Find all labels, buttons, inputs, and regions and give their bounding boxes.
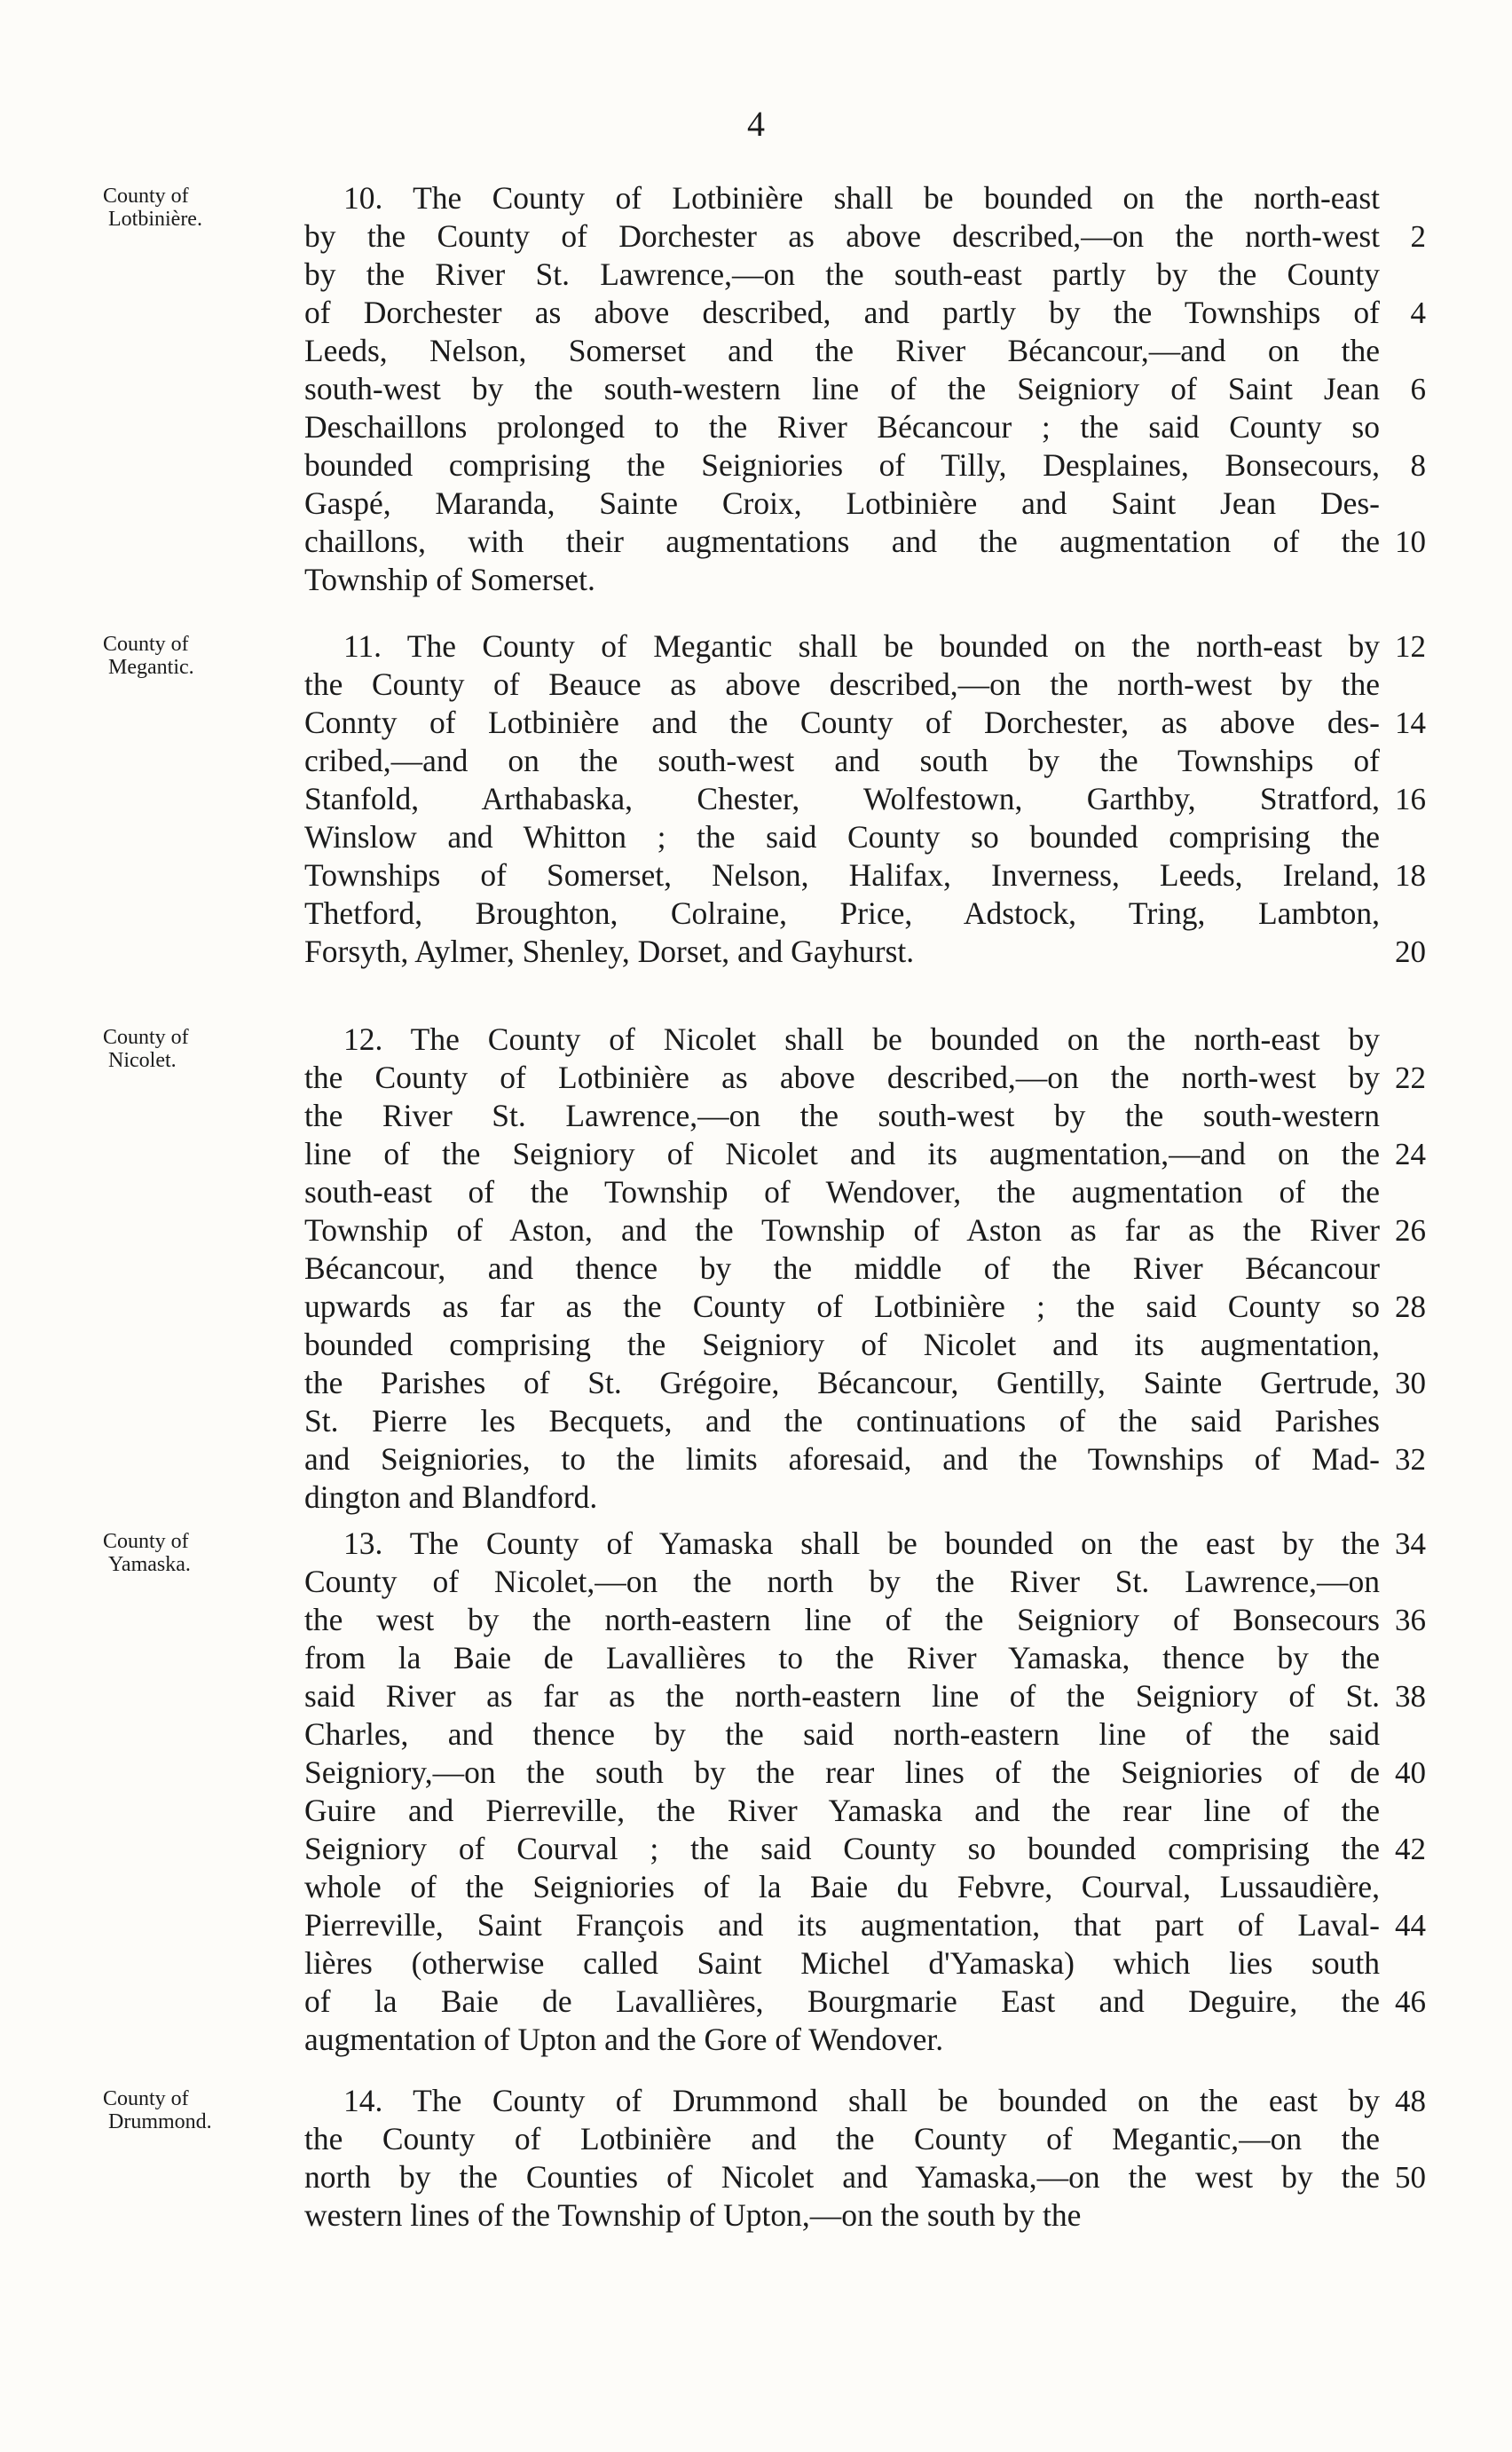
text-line: the County of Beauce as above described,—on the north-west by the <box>304 666 1380 702</box>
line-number: 40 <box>1395 1755 1426 1790</box>
text-line: Thetford, Broughton, Colraine, Price, Adstock, Tring, Lambton, <box>304 895 1380 931</box>
text-line: 13. The County of Yamaska shall be bounded on the east by the <box>343 1526 1380 1561</box>
line-number: 48 <box>1395 2084 1426 2118</box>
line-number: 2 <box>1410 219 1426 254</box>
text-line: upwards as far as the County of Lotbinière ; the said County so <box>304 1289 1380 1324</box>
line-number: 28 <box>1395 1289 1426 1324</box>
section-body <box>304 1021 1380 1517</box>
text-line: Townships of Somerset, Nelson, Halifax, Inverness, Leeds, Ireland, <box>304 857 1380 893</box>
text-line: said River as far as the north-eastern line of the Seigniory of St. <box>304 1678 1380 1714</box>
text-line: bounded comprising the Seigniory of Nicolet and its augmentation, <box>304 1327 1380 1362</box>
section-body <box>304 1525 1380 2059</box>
text-line: dington and Blandford. <box>304 1479 598 1515</box>
text-line: cribed,—and on the south-west and south by the Townships of <box>304 743 1380 778</box>
text-line: Guire and Pierreville, the River Yamaska and the rear line of the <box>304 1793 1380 1828</box>
margin-note-line: County of <box>103 633 189 656</box>
line-number: 36 <box>1395 1603 1426 1637</box>
margin-note-line: Yamaska. <box>108 1553 191 1576</box>
section <box>0 1021 1512 1517</box>
text-line: Forsyth, Aylmer, Shenley, Dorset, and Gayhurst. <box>304 934 915 969</box>
margin-note-line: Drummond. <box>108 2110 212 2133</box>
line-number: 32 <box>1395 1442 1426 1477</box>
text-line: western lines of the Township of Upton,—on the south by the <box>304 2197 1082 2233</box>
line-number: 50 <box>1395 2160 1426 2195</box>
text-line: Gaspé, Maranda, Sainte Croix, Lotbinière and Saint Jean Des- <box>304 485 1380 521</box>
text-line: and Seigniories, to the limits aforesaid, and the Townships of Mad- <box>304 1441 1380 1477</box>
text-line: 12. The County of Nicolet shall be bounded on the north-east by <box>343 1021 1380 1057</box>
text-line: Township of Somerset. <box>304 562 595 597</box>
margin-note <box>103 2087 289 2133</box>
margin-note-line: County of <box>103 2087 189 2110</box>
line-number: 10 <box>1395 524 1426 559</box>
line-number: 38 <box>1395 1679 1426 1714</box>
line-number: 34 <box>1395 1526 1426 1561</box>
line-number: 8 <box>1410 448 1426 483</box>
section <box>0 2082 1512 2235</box>
margin-note-line: Nicolet. <box>108 1049 177 1072</box>
text-line: St. Pierre les Becquets, and the continuations of the said Parishes <box>304 1403 1380 1439</box>
line-number: 26 <box>1395 1213 1426 1248</box>
text-line: north by the Counties of Nicolet and Yamaska,—on the west by the <box>304 2159 1380 2195</box>
margin-note-line: Megantic. <box>108 656 194 679</box>
section <box>0 179 1512 599</box>
text-line: by the River St. Lawrence,—on the south-east partly by the County <box>304 256 1380 292</box>
text-line: County of Nicolet,—on the north by the River St. Lawrence,—on <box>304 1564 1380 1599</box>
margin-note-line: Lotbinière. <box>108 208 202 231</box>
text-line: Pierreville, Saint François and its augmentation, that part of Laval- <box>304 1907 1380 1943</box>
margin-note-line: County of <box>103 185 189 208</box>
line-number: 30 <box>1395 1366 1426 1400</box>
margin-note <box>103 185 289 231</box>
text-line: Deschaillons prolonged to the River Bécancour ; the said County so <box>304 409 1380 445</box>
margin-note <box>103 1026 289 1072</box>
text-line: whole of the Seigniories of la Baie du Febvre, Courval, Lussaudière, <box>304 1869 1380 1904</box>
line-number: 44 <box>1395 1908 1426 1943</box>
text-line: augmentation of Upton and the Gore of Wendover. <box>304 2022 944 2057</box>
text-line: Connty of Lotbinière and the County of Dorchester, as above des- <box>304 705 1380 740</box>
text-line: of la Baie de Lavallières, Bourgmarie East and Deguire, the <box>304 1983 1380 2019</box>
text-line: Seigniory of Courval ; the said County so bounded comprising the <box>304 1831 1380 1866</box>
line-number: 12 <box>1395 629 1426 664</box>
line-number: 22 <box>1395 1060 1426 1095</box>
section-body <box>304 179 1380 599</box>
text-line: 10. The County of Lotbinière shall be bounded on the north-east <box>343 180 1380 216</box>
text-line: south-west by the south-western line of the Seigniory of Saint Jean <box>304 371 1380 406</box>
page-number: 4 <box>747 104 765 144</box>
margin-note <box>103 633 289 679</box>
margin-note-line: County of <box>103 1026 189 1049</box>
text-line: Charles, and thence by the said north-eastern line of the said <box>304 1716 1380 1752</box>
text-line: Township of Aston, and the Township of Aston as far as the River <box>304 1212 1380 1248</box>
section <box>0 627 1512 971</box>
text-line: the River St. Lawrence,—on the south-west by the south-western <box>304 1098 1380 1133</box>
text-line: line of the Seigniory of Nicolet and its augmentation,—and on the <box>304 1136 1380 1171</box>
line-number: 4 <box>1410 296 1426 330</box>
line-number: 6 <box>1410 372 1426 406</box>
margin-note <box>103 1530 289 1576</box>
text-line: south-east of the Township of Wendover, the augmentation of the <box>304 1174 1380 1210</box>
text-line: Stanfold, Arthabaska, Chester, Wolfestown, Garthby, Stratford, <box>304 781 1380 816</box>
text-line: the County of Lotbinière as above described,—on the north-west by <box>304 1060 1380 1095</box>
section-body <box>304 2082 1380 2235</box>
text-line: bounded comprising the Seigniories of Tilly, Desplaines, Bonsecours, <box>304 447 1380 483</box>
line-number: 16 <box>1395 782 1426 816</box>
line-number: 24 <box>1395 1137 1426 1171</box>
line-number: 42 <box>1395 1832 1426 1866</box>
text-line: by the County of Dorchester as above described,—on the north-west <box>304 218 1380 254</box>
text-line: of Dorchester as above described, and partly by the Townships of <box>304 295 1380 330</box>
text-line: lières (otherwise called Saint Michel d'Yamaska) which lies south <box>304 1945 1380 1981</box>
line-number: 20 <box>1395 934 1426 969</box>
text-line: Leeds, Nelson, Somerset and the River Bécancour,—and on the <box>304 333 1380 368</box>
text-line: 14. The County of Drummond shall be bounded on the east by <box>343 2083 1380 2118</box>
text-line: the County of Lotbinière and the County of Megantic,—on the <box>304 2121 1380 2156</box>
line-number: 14 <box>1395 706 1426 740</box>
text-line: the west by the north-eastern line of the Seigniory of Bonsecours <box>304 1602 1380 1637</box>
margin-note-line: County of <box>103 1530 189 1553</box>
section <box>0 1525 1512 2059</box>
text-line: the Parishes of St. Grégoire, Bécancour, Gentilly, Sainte Gertrude, <box>304 1365 1380 1400</box>
text-line: 11. The County of Megantic shall be bounded on the north-east by <box>343 628 1380 664</box>
line-number: 18 <box>1395 858 1426 893</box>
text-line: Winslow and Whitton ; the said County so bounded comprising the <box>304 819 1380 855</box>
text-line: from la Baie de Lavallières to the River Yamaska, thence by the <box>304 1640 1380 1675</box>
section-body <box>304 627 1380 971</box>
text-line: Seigniory,—on the south by the rear lines of the Seigniories of de <box>304 1754 1380 1790</box>
line-number: 46 <box>1395 1984 1426 2019</box>
text-line: chaillons, with their augmentations and the augmentation of the <box>304 524 1380 559</box>
text-line: Bécancour, and thence by the middle of the River Bécancour <box>304 1250 1380 1286</box>
